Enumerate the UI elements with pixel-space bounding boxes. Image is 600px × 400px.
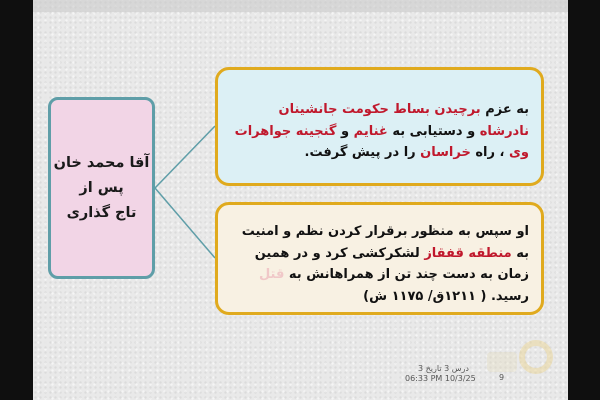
text-segment: او سپس به منظور برقرار کردن نظم و امنیت به	[241, 224, 529, 261]
subject-line-1: آقا محمد خان	[53, 154, 150, 171]
footer-page-number: 9	[499, 373, 505, 382]
footer-lesson: درس 3 تاریخ 3	[418, 364, 469, 373]
subject-box	[48, 97, 155, 279]
event-box-caucasus	[215, 202, 544, 315]
highlight-text: خراسان	[420, 145, 471, 160]
watermark-shape	[487, 352, 517, 372]
text-segment: لشکرکشی کرد و در همین زمان به دست چند تن از همراهانش به	[254, 245, 529, 282]
top-strip	[33, 0, 568, 12]
highlight-text: برچیدن بساط حکومت جانشینان نادرشاه	[278, 102, 529, 139]
subject-line-2: پس از	[79, 179, 124, 196]
faded-text: قتل	[258, 267, 285, 282]
highlight-text: منطقه قفقاز	[424, 245, 512, 261]
text-segment: و	[336, 123, 354, 139]
left-black-border	[0, 0, 33, 400]
watermark-logo	[519, 340, 553, 374]
connector-top	[155, 126, 215, 188]
event-box-khorasan	[215, 67, 544, 186]
text-segment: به عزم	[480, 102, 529, 117]
subject-line-3: تاج گذاری	[66, 204, 137, 221]
text-segment: را در پیش گرفت.	[304, 145, 421, 160]
text-segment: و دستیابی به	[387, 123, 480, 139]
highlight-text: گنجینه جواهرات وی	[234, 123, 529, 160]
slide-canvas	[33, 0, 568, 400]
text-segment: ، راه	[470, 145, 509, 160]
footer-datetime: 06:33 PM 10/3/25	[405, 374, 476, 383]
right-black-border	[568, 0, 600, 400]
text-segment: رسید. ( ۱۲۱۱ق/ ۱۱۷۵ ش)	[363, 288, 529, 304]
connector-bottom	[155, 188, 215, 258]
highlight-text: غنایم	[353, 123, 388, 139]
